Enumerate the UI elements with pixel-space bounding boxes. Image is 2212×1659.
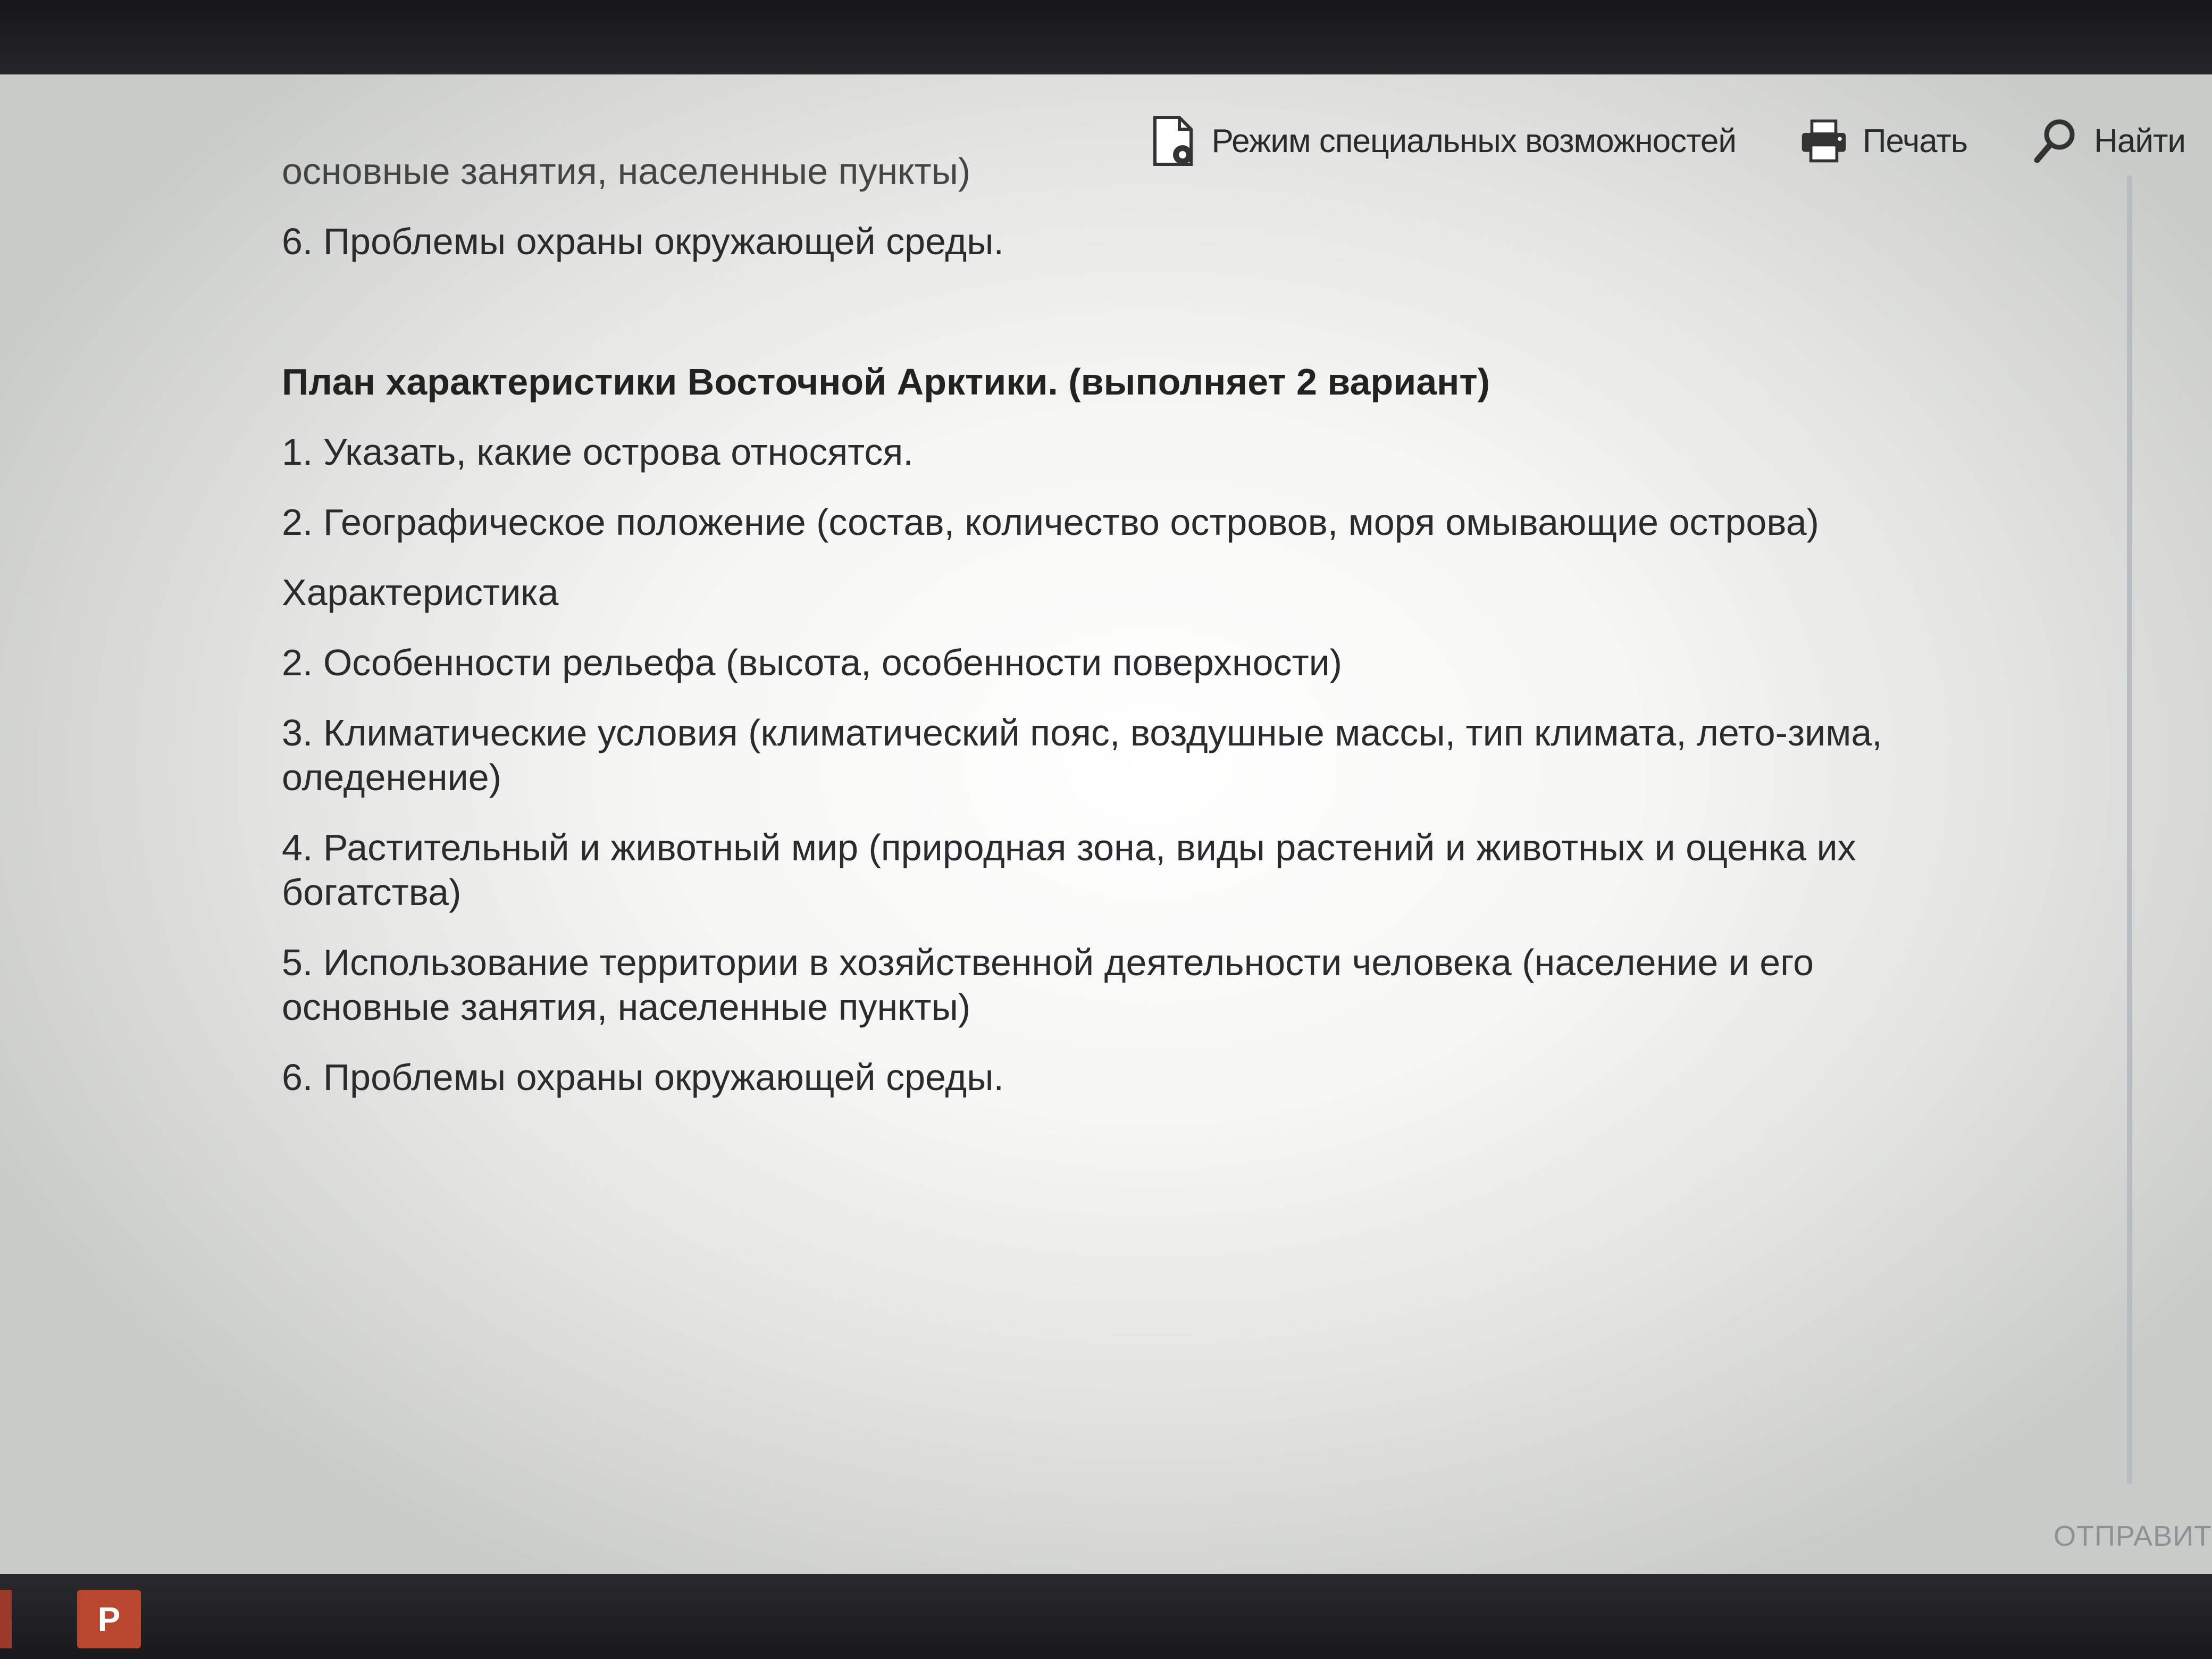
magnifier-icon (2031, 114, 2079, 167)
list-item: 6. Проблемы охраны окружающей среды. (282, 221, 1004, 262)
document-viewer (0, 74, 2212, 1574)
cut-off-line: основные занятия, населенные пункты) (282, 150, 971, 192)
vertical-scrollbar[interactable] (2127, 175, 2132, 1484)
monitor-bezel (0, 0, 2212, 74)
find-button[interactable] (2031, 114, 2185, 167)
list-item: 1. Указать, какие острова относятся. (282, 431, 914, 473)
list-item: 6. Проблемы охраны окружающей среды. (282, 1057, 1004, 1098)
taskbar (0, 1574, 2212, 1659)
list-item: 3. Климатические условия (климатический пояс, воздушные массы, тип климата, лето-зима, оледенение) (282, 712, 1882, 798)
send-button[interactable]: ОТПРАВИТ (2053, 1520, 2212, 1552)
subheading: Характеристика (282, 572, 559, 613)
list-item: 5. Использование территории в хозяйственной деятельности человека (население и его основные занятия, населенные пункты) (282, 942, 1814, 1028)
powerpoint-app-icon[interactable] (77, 1590, 141, 1648)
app-icon-letter: P (97, 1600, 121, 1638)
list-item: 2. Особенности рельефа (высота, особенности поверхности) (282, 642, 1343, 683)
print-label: Печать (1862, 122, 1968, 160)
list-item: 4. Растительный и животный мир (природная зона, виды растений и животных и оценка их богатства) (282, 827, 1856, 913)
accessibility-mode-label: Режим специальных возможностей (1211, 122, 1736, 160)
taskbar-edge (0, 1590, 12, 1648)
document-content (282, 150, 1941, 1125)
section-heading: План характеристики Восточной Арктики. (выполняет 2 вариант) (282, 361, 1490, 403)
find-label: Найти (2094, 122, 2185, 160)
list-item: 2. Географическое положение (состав, количество островов, моря омывающие острова) (282, 501, 1819, 543)
